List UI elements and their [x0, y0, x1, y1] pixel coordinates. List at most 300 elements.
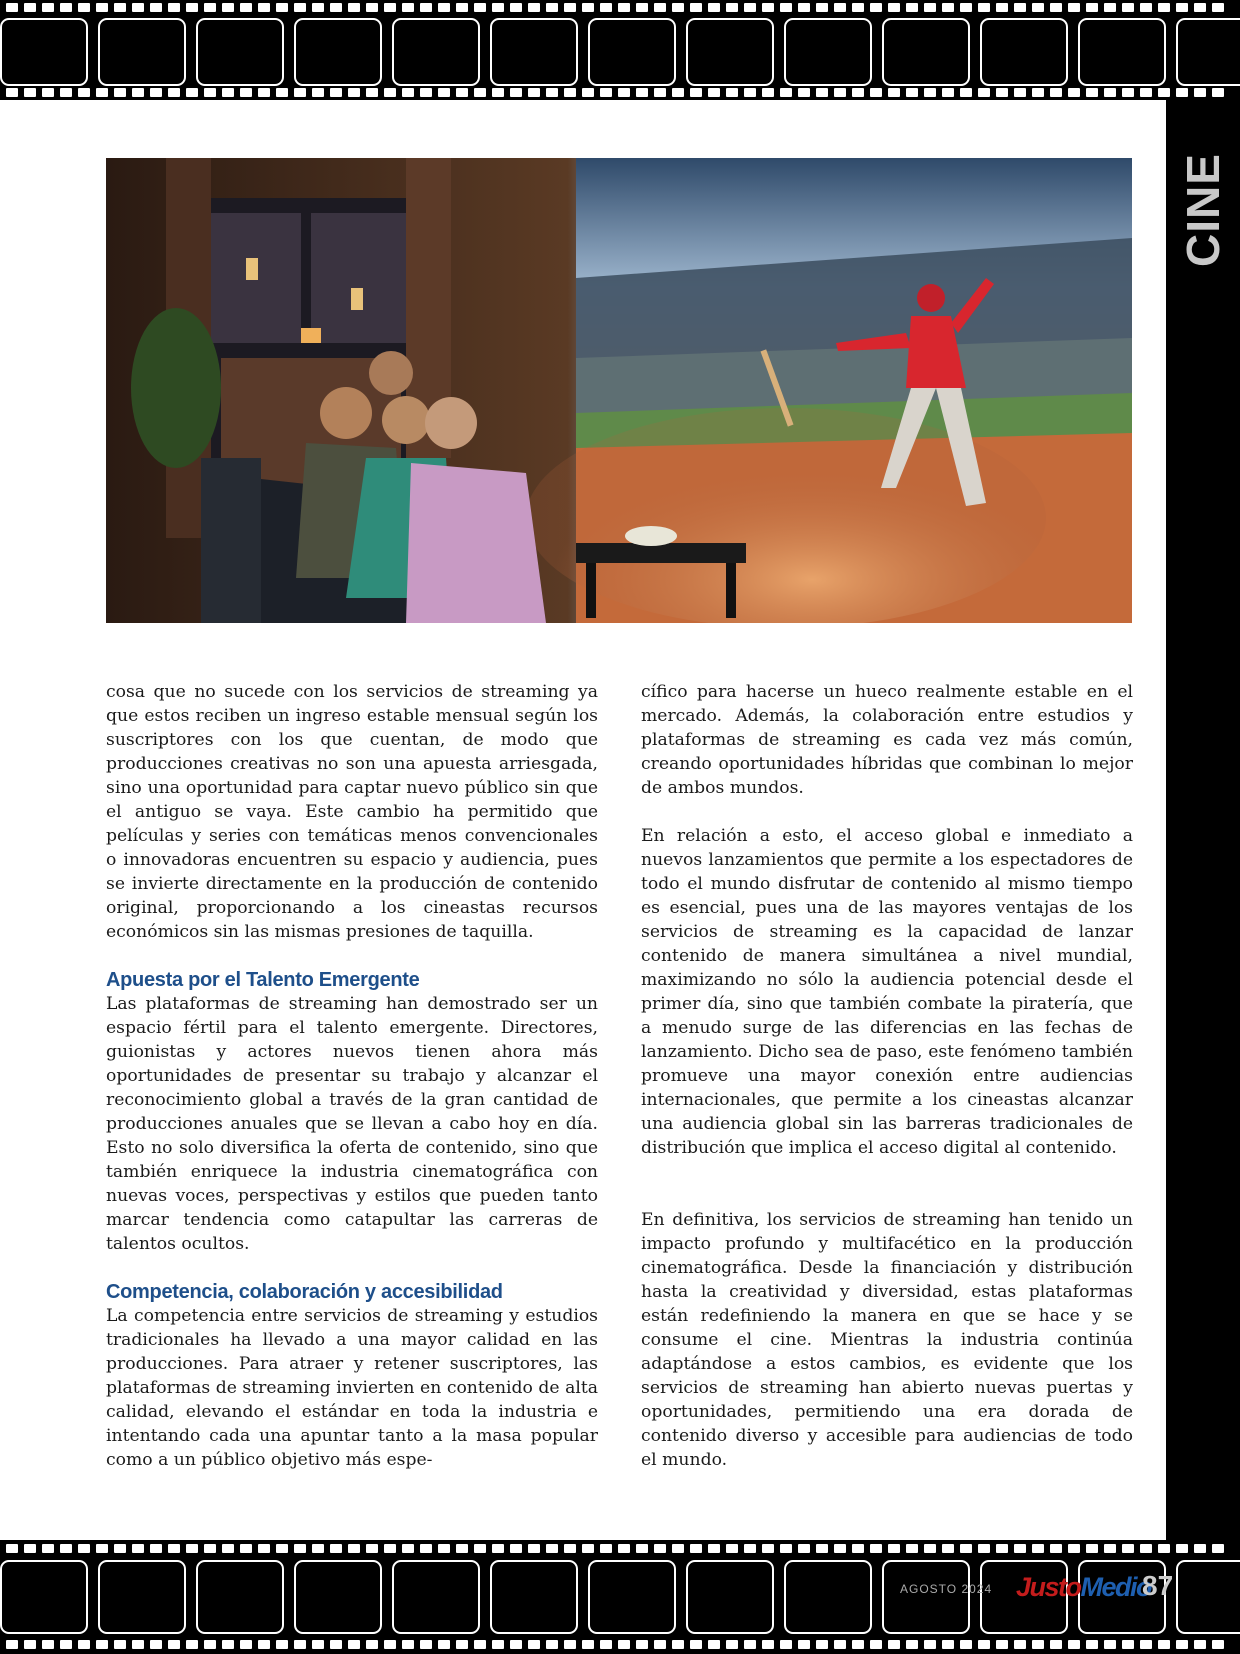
perforation-hole [132, 1544, 144, 1553]
perforation-hole [1122, 1544, 1134, 1553]
perforation-hole [672, 3, 684, 12]
perforation-hole [168, 3, 180, 12]
perforation-hole [708, 3, 720, 12]
perforation-hole [564, 88, 576, 97]
perforation-hole [258, 88, 270, 97]
film-frame [294, 18, 382, 86]
perforation-hole [96, 3, 108, 12]
perforation-hole [294, 88, 306, 97]
perforation-hole [312, 3, 324, 12]
perforation-hole [1122, 3, 1134, 12]
perforation-hole [726, 1544, 738, 1553]
perforation-hole [1140, 88, 1152, 97]
film-frame [1176, 1560, 1240, 1634]
perforation-hole [456, 3, 468, 12]
perforation-hole [1158, 1640, 1170, 1649]
perforation-hole [24, 1640, 36, 1649]
perforation-hole [1014, 88, 1026, 97]
perforation-hole [672, 88, 684, 97]
perforation-hole [294, 1640, 306, 1649]
film-frames [0, 18, 1240, 86]
article-column-right [641, 680, 1133, 1472]
perforation-hole [330, 3, 342, 12]
perforation-hole [330, 88, 342, 97]
perforation-hole [906, 1640, 918, 1649]
perforation-hole [744, 1544, 756, 1553]
film-frame [0, 18, 88, 86]
perforation-hole [150, 1640, 162, 1649]
perforation-hole [366, 3, 378, 12]
perforation-hole [582, 3, 594, 12]
perforation-hole [1050, 1544, 1062, 1553]
perforation-hole [1050, 88, 1062, 97]
perforation-hole [600, 3, 612, 12]
perforation-hole [276, 88, 288, 97]
film-frame [588, 1560, 676, 1634]
perforation-hole [1140, 1544, 1152, 1553]
perforation-hole [186, 3, 198, 12]
perforation-hole [384, 3, 396, 12]
perforation-hole [42, 88, 54, 97]
perforation-hole [456, 1544, 468, 1553]
perforation-hole [528, 3, 540, 12]
perforation-hole [618, 1544, 630, 1553]
film-frame [490, 18, 578, 86]
perforation-hole [906, 88, 918, 97]
paragraph: cosa que no sucede con los servicios de streaming ya que estos reciben un ingreso estable mensual según los suscriptores con los que cuentan, de modo que producciones creativas no son una apuesta arriesgada, sino una oportunidad para captar nuevo público sin que el antiguo se vaya. Este cambio ha permitido que películas y series con temáticas menos convencionales o innovadoras encuentren su espacio y audiencia, pues se invierte directamente en la producción de contenido original, proporcionando a los cineastas recursos económicos sin las mismas presiones de taquilla. [106, 682, 598, 942]
perforation-hole [330, 1544, 342, 1553]
perforation-hole [996, 1544, 1008, 1553]
perforation-hole [384, 1544, 396, 1553]
perforation-hole [114, 3, 126, 12]
film-frame [588, 18, 676, 86]
perforation-hole [204, 1640, 216, 1649]
perforation-hole [186, 1640, 198, 1649]
perforation-hole [150, 88, 162, 97]
perforation-hole [1104, 88, 1116, 97]
perforation-hole [870, 1640, 882, 1649]
perforation-hole [474, 1544, 486, 1553]
perforation-hole [78, 1640, 90, 1649]
perforation-hole [438, 3, 450, 12]
perforation-hole [186, 88, 198, 97]
film-frame [392, 1560, 480, 1634]
film-frame [392, 18, 480, 86]
perforation-hole [1176, 1544, 1188, 1553]
perforation-hole [312, 1640, 324, 1649]
perforation-hole [60, 1544, 72, 1553]
perforation-hole [1176, 1640, 1188, 1649]
perforation-hole [258, 3, 270, 12]
perforation-hole [582, 1544, 594, 1553]
film-frame [980, 18, 1068, 86]
perforation-hole [1194, 3, 1206, 12]
perforation-hole [78, 3, 90, 12]
perforation-hole [1194, 88, 1206, 97]
perforation-hole [240, 1544, 252, 1553]
perforation-hole [1158, 88, 1170, 97]
perforation-hole [96, 1640, 108, 1649]
perforation-hole [780, 1640, 792, 1649]
perforation-hole [384, 88, 396, 97]
perforation-hole [474, 88, 486, 97]
perforation-hole [708, 88, 720, 97]
perforation-hole [654, 88, 666, 97]
perforation-hole [762, 88, 774, 97]
perforation-hole [24, 3, 36, 12]
perforation-hole [42, 1640, 54, 1649]
perforation-hole [1014, 1544, 1026, 1553]
paragraph: La competencia entre servicios de streaming y estudios tradicionales ha llevado a una mayor calidad en las producciones. Para atraer y retener suscriptores, las plataformas de streaming invierten en contenido de alta calidad, elevando el estándar en toda la industria e intentando cada una apuntar tanto a la masa popular como a un público objetivo más espe- [106, 1306, 598, 1470]
perforation-hole [1140, 3, 1152, 12]
perforation-hole [492, 1544, 504, 1553]
perforation-hole [330, 1640, 342, 1649]
perforation-hole [1032, 1640, 1044, 1649]
perforation-hole [960, 1544, 972, 1553]
perforation-hole [654, 1640, 666, 1649]
perforation-hole [780, 3, 792, 12]
film-perforations [0, 88, 1240, 98]
perforation-hole [474, 3, 486, 12]
perforation-hole [798, 1544, 810, 1553]
perforation-hole [510, 88, 522, 97]
logo-part-2: Medio [1080, 1572, 1152, 1602]
perforation-hole [942, 3, 954, 12]
perforation-hole [510, 3, 522, 12]
perforation-hole [888, 1640, 900, 1649]
perforation-hole [312, 88, 324, 97]
perforation-hole [60, 3, 72, 12]
perforation-hole [132, 88, 144, 97]
perforation-hole [1014, 3, 1026, 12]
perforation-hole [960, 88, 972, 97]
perforation-hole [744, 3, 756, 12]
perforation-hole [348, 3, 360, 12]
perforation-hole [600, 88, 612, 97]
perforation-hole [906, 3, 918, 12]
film-strip-top [0, 0, 1240, 100]
perforation-hole [600, 1544, 612, 1553]
film-frame [784, 1560, 872, 1634]
perforation-hole [1104, 1640, 1116, 1649]
perforation-hole [240, 88, 252, 97]
perforation-hole [1176, 3, 1188, 12]
perforation-hole [1158, 3, 1170, 12]
perforation-hole [348, 88, 360, 97]
logo-part-1: Justo [1016, 1572, 1081, 1602]
perforation-hole [510, 1640, 522, 1649]
perforation-hole [816, 1640, 828, 1649]
perforation-hole [726, 3, 738, 12]
perforation-hole [690, 3, 702, 12]
perforation-hole [402, 1544, 414, 1553]
perforation-hole [1032, 1544, 1044, 1553]
perforation-hole [78, 1544, 90, 1553]
perforation-hole [294, 1544, 306, 1553]
perforation-hole [798, 3, 810, 12]
perforation-hole [546, 1640, 558, 1649]
perforation-hole [1212, 1544, 1224, 1553]
perforation-hole [1212, 1640, 1224, 1649]
perforation-hole [1068, 3, 1080, 12]
perforation-hole [1104, 3, 1116, 12]
perforation-hole [6, 88, 18, 97]
perforation-hole [420, 88, 432, 97]
perforation-hole [276, 1544, 288, 1553]
perforation-hole [366, 88, 378, 97]
perforation-hole [1086, 1544, 1098, 1553]
perforation-hole [114, 1544, 126, 1553]
perforation-hole [438, 1544, 450, 1553]
perforation-hole [978, 3, 990, 12]
film-perforations [0, 1544, 1240, 1554]
section-label: CINE [1177, 153, 1229, 267]
perforation-hole [708, 1640, 720, 1649]
perforation-hole [510, 1544, 522, 1553]
perforation-hole [834, 1640, 846, 1649]
perforation-hole [798, 1640, 810, 1649]
perforation-hole [780, 88, 792, 97]
perforation-hole [168, 1544, 180, 1553]
section-heading: Competencia, colaboración y accesibilidad [106, 1281, 503, 1303]
perforation-hole [276, 1640, 288, 1649]
perforation-hole [150, 3, 162, 12]
perforation-hole [528, 1544, 540, 1553]
perforation-hole [924, 1544, 936, 1553]
perforation-hole [726, 1640, 738, 1649]
perforation-hole [564, 1544, 576, 1553]
photo-friends-watching-baseball-icon [106, 158, 1132, 623]
perforation-hole [96, 1544, 108, 1553]
film-frame [686, 1560, 774, 1634]
perforation-hole [384, 1640, 396, 1649]
perforation-hole [744, 1640, 756, 1649]
film-frame [490, 1560, 578, 1634]
perforation-hole [492, 3, 504, 12]
perforation-hole [420, 3, 432, 12]
perforation-hole [204, 1544, 216, 1553]
perforation-hole [1176, 88, 1188, 97]
perforation-hole [1050, 1640, 1062, 1649]
perforation-hole [402, 88, 414, 97]
perforation-hole [690, 1544, 702, 1553]
page-footer [870, 1566, 1174, 1606]
perforation-hole [636, 3, 648, 12]
perforation-hole [60, 1640, 72, 1649]
perforation-hole [6, 3, 18, 12]
perforation-hole [438, 1640, 450, 1649]
issue-date: AGOSTO 2024 [900, 1582, 993, 1596]
perforation-hole [888, 88, 900, 97]
perforation-hole [222, 1640, 234, 1649]
perforation-hole [420, 1640, 432, 1649]
perforation-hole [1068, 1544, 1080, 1553]
perforation-hole [834, 88, 846, 97]
paragraph: En definitiva, los servicios de streaming han tenido un impacto profundo y multifacético en la producción cinematográfica. Desde la financiación y distribución hasta la creatividad y diversidad, estas plataformas están redefiniendo la manera en que se hace y se consume el cine. Mientras la industria continúa adaptándose a estos cambios, es evidente que los servicios de streaming han abierto nuevas puertas y oportunidades, permitiendo una era dorada de contenido diverso y accesible para audiencias de todo el mundo. [641, 1210, 1133, 1470]
section-heading: Apuesta por el Talento Emergente [106, 969, 420, 991]
perforation-hole [420, 1544, 432, 1553]
perforation-hole [24, 88, 36, 97]
perforation-hole [1212, 3, 1224, 12]
perforation-hole [762, 1640, 774, 1649]
perforation-hole [672, 1544, 684, 1553]
article-column-left [106, 680, 598, 1472]
perforation-hole [1140, 1640, 1152, 1649]
perforation-hole [1158, 1544, 1170, 1553]
perforation-hole [132, 3, 144, 12]
perforation-hole [492, 1640, 504, 1649]
perforation-hole [1122, 88, 1134, 97]
perforation-hole [996, 88, 1008, 97]
perforation-hole [870, 1544, 882, 1553]
perforation-hole [816, 1544, 828, 1553]
perforation-hole [348, 1640, 360, 1649]
perforation-hole [222, 88, 234, 97]
perforation-hole [906, 1544, 918, 1553]
perforation-hole [366, 1640, 378, 1649]
perforation-hole [978, 88, 990, 97]
hero-photo [106, 158, 1132, 623]
perforation-hole [1194, 1640, 1206, 1649]
perforation-hole [564, 1640, 576, 1649]
film-frame [686, 18, 774, 86]
perforation-hole [150, 1544, 162, 1553]
perforation-hole [762, 1544, 774, 1553]
film-frame [784, 18, 872, 86]
section-tab [1166, 100, 1240, 1540]
perforation-hole [222, 1544, 234, 1553]
perforation-hole [852, 1544, 864, 1553]
film-frame [294, 1560, 382, 1634]
perforation-hole [942, 88, 954, 97]
perforation-hole [744, 88, 756, 97]
perforation-hole [528, 88, 540, 97]
perforation-hole [852, 1640, 864, 1649]
perforation-hole [96, 88, 108, 97]
perforation-hole [312, 1544, 324, 1553]
perforation-hole [1068, 1640, 1080, 1649]
perforation-hole [348, 1544, 360, 1553]
perforation-hole [924, 3, 936, 12]
perforation-hole [456, 1640, 468, 1649]
perforation-hole [690, 1640, 702, 1649]
perforation-hole [636, 88, 648, 97]
perforation-hole [978, 1544, 990, 1553]
perforation-hole [672, 1640, 684, 1649]
perforation-hole [204, 88, 216, 97]
perforation-hole [438, 88, 450, 97]
perforation-hole [618, 3, 630, 12]
perforation-hole [960, 1640, 972, 1649]
film-perforations [0, 3, 1240, 13]
paragraph: En relación a esto, el acceso global e inmediato a nuevos lanzamientos que permite a los espectadores de todo el mundo disfrutar de contenido al mismo tiempo es esencial, pues una de las mayores ventajas de los servicios de streaming es la capacidad de lanzar contenido de manera simultánea a nivel mundial, maximizando no sólo la audiencia potencial desde el primer día, sino que también combate la piratería, que a menudo surge de las diferencias en las fechas de lanzamiento. Dicho sea de paso, este fenómeno también promueve una mayor conexión entre audiencias internacionales, que permite a los cineastas alcanzar una audiencia global sin las barreras tradicionales de distribución que implica el acceso digital al contenido. [641, 826, 1133, 1158]
perforation-hole [1122, 1640, 1134, 1649]
perforation-hole [1032, 88, 1044, 97]
perforation-hole [618, 88, 630, 97]
perforation-hole [618, 1640, 630, 1649]
perforation-hole [546, 88, 558, 97]
perforation-hole [168, 1640, 180, 1649]
perforation-hole [6, 1640, 18, 1649]
perforation-hole [492, 88, 504, 97]
perforation-hole [1068, 88, 1080, 97]
perforation-hole [600, 1640, 612, 1649]
film-perforations [0, 1640, 1240, 1650]
perforation-hole [870, 3, 882, 12]
page-number: 87 [1142, 1570, 1174, 1601]
perforation-hole [366, 1544, 378, 1553]
perforation-hole [924, 88, 936, 97]
perforation-hole [276, 3, 288, 12]
perforation-hole [888, 3, 900, 12]
perforation-hole [636, 1544, 648, 1553]
perforation-hole [294, 3, 306, 12]
perforation-hole [564, 3, 576, 12]
perforation-hole [1086, 88, 1098, 97]
perforation-hole [222, 3, 234, 12]
perforation-hole [240, 3, 252, 12]
perforation-hole [690, 88, 702, 97]
film-frame [98, 1560, 186, 1634]
perforation-hole [114, 88, 126, 97]
perforation-hole [24, 1544, 36, 1553]
perforation-hole [240, 1640, 252, 1649]
perforation-hole [186, 1544, 198, 1553]
perforation-hole [816, 3, 828, 12]
paragraph: cífico para hacerse un hueco realmente estable en el mercado. Además, la colaboración entre estudios y plataformas de streaming es cada vez más común, creando oportunidades híbridas que combinan lo mejor de ambos mundos. [641, 682, 1133, 798]
perforation-hole [942, 1544, 954, 1553]
perforation-hole [546, 1544, 558, 1553]
perforation-hole [204, 3, 216, 12]
perforation-hole [114, 1640, 126, 1649]
paragraph: Las plataformas de streaming han demostrado ser un espacio fértil para el talento emergente. Directores, guionistas y actores nuevos tienen ahora más oportunidades de presentar su trabajo y alcanzar el reconocimiento global a través de la gran cantidad de producciones anuales que se llevan a cabo hoy en día. Esto no solo diversifica la oferta de contenido, sino que también enriquece la industria cinematográfica con nuevas voces, perspectivas y estilos que pueden tanto marcar tendencia como catapultar las carreras de talentos ocultos. [106, 994, 598, 1254]
perforation-hole [708, 1544, 720, 1553]
perforation-hole [1014, 1640, 1026, 1649]
perforation-hole [960, 3, 972, 12]
perforation-hole [978, 1640, 990, 1649]
film-frame [196, 1560, 284, 1634]
film-frame [1176, 18, 1240, 86]
film-frame [98, 18, 186, 86]
perforation-hole [42, 1544, 54, 1553]
perforation-hole [870, 88, 882, 97]
perforation-hole [1194, 1544, 1206, 1553]
perforation-hole [636, 1640, 648, 1649]
perforation-hole [582, 88, 594, 97]
perforation-hole [474, 1640, 486, 1649]
perforation-hole [1212, 88, 1224, 97]
magazine-logo [1016, 1572, 1151, 1603]
film-frame [1078, 18, 1166, 86]
perforation-hole [834, 3, 846, 12]
film-frame [196, 18, 284, 86]
perforation-hole [996, 3, 1008, 12]
perforation-hole [762, 3, 774, 12]
film-frame [882, 18, 970, 86]
perforation-hole [582, 1640, 594, 1649]
perforation-hole [654, 1544, 666, 1553]
perforation-hole [60, 88, 72, 97]
perforation-hole [654, 3, 666, 12]
perforation-hole [6, 1544, 18, 1553]
perforation-hole [402, 3, 414, 12]
perforation-hole [996, 1640, 1008, 1649]
perforation-hole [456, 88, 468, 97]
perforation-hole [852, 3, 864, 12]
film-frame [0, 1560, 88, 1634]
perforation-hole [546, 3, 558, 12]
perforation-hole [78, 88, 90, 97]
